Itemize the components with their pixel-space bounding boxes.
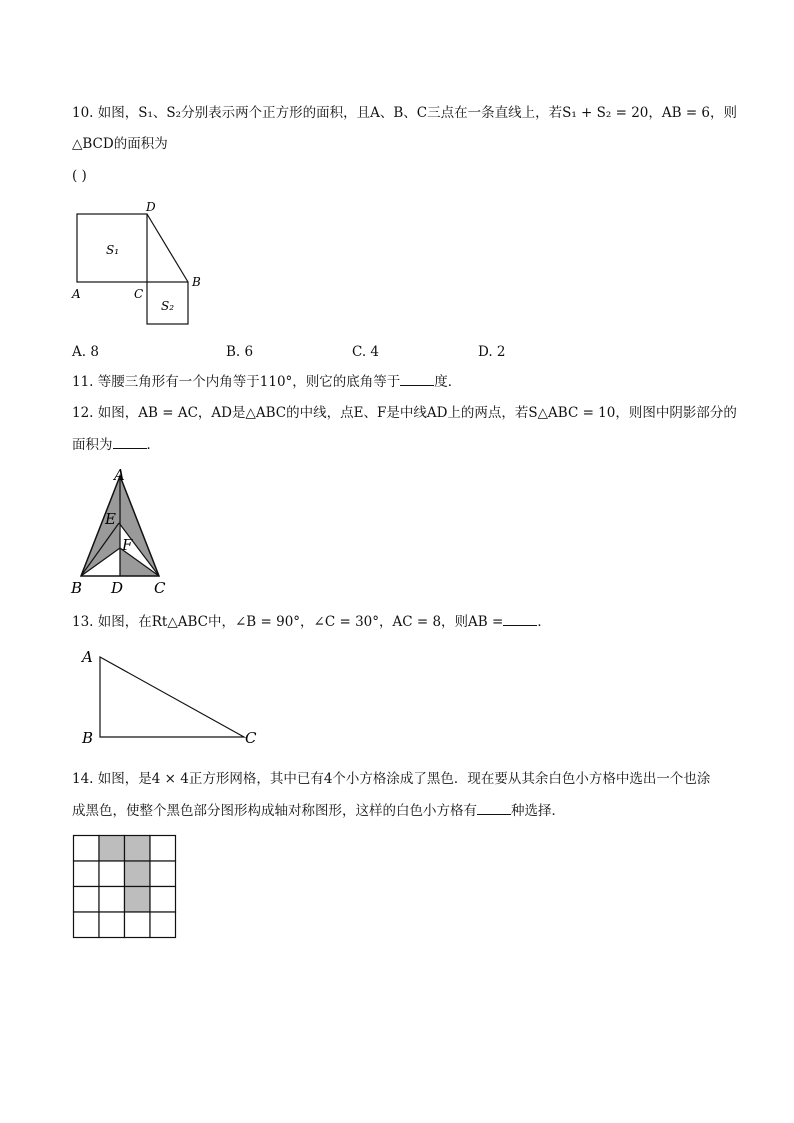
grid-cell-white — [150, 887, 176, 913]
q14-text: 成黑色，使整个黑色部分图形构成轴对称图形，这样的白色小方格有 — [72, 803, 477, 819]
segment-db — [147, 214, 188, 282]
q12-line2 — [72, 436, 160, 454]
grid-cell-white — [74, 836, 100, 862]
q12-figure — [70, 462, 180, 597]
grid-cell-white — [99, 912, 125, 938]
q13-text-end: ． — [537, 614, 551, 630]
q10-option-b[interactable]: B. 6 — [226, 344, 254, 360]
q11-text-end: 度． — [434, 374, 462, 390]
label-c: C — [245, 729, 257, 747]
q14-blank — [477, 802, 511, 815]
grid-cell-shaded — [125, 836, 151, 862]
grid-cell-white — [99, 861, 125, 887]
grid-cell-white — [74, 887, 100, 913]
label-f: F — [122, 536, 133, 554]
label-b: B — [71, 579, 83, 597]
label-b: B — [192, 275, 201, 289]
grid-cell-white — [99, 887, 125, 913]
q12-text: 面积为 — [72, 437, 113, 453]
q14-text-end: 种选择． — [511, 803, 565, 819]
q12-line1: 12. 如图，AB = AC，AD是△ABC的中线，点E、F是中线AD上的两点，若S△ABC = 10，则图中阴影部分的 — [72, 405, 737, 421]
label-e: E — [105, 510, 116, 528]
q13-text: 13. 如图，在Rt△ABC中，∠B = 90°，∠C = 30°，AC = 8，则AB = — [72, 614, 504, 630]
grid-cell-shaded — [125, 861, 151, 887]
label-b: B — [82, 729, 94, 747]
label-a: A — [72, 287, 81, 301]
q12-text-end: ． — [146, 437, 160, 453]
grid-cell-white — [150, 836, 176, 862]
grid-cell-white — [74, 861, 100, 887]
label-a: A — [114, 466, 125, 484]
q13-line — [72, 613, 551, 631]
label-s2: S₂ — [161, 299, 175, 313]
q11-text: 11. 等腰三角形有一个内角等于110°，则它的底角等于 — [72, 374, 401, 390]
label-c: C — [134, 287, 144, 301]
label-c: C — [154, 579, 166, 597]
q10-figure — [60, 196, 220, 331]
q10-paren: ( ) — [72, 168, 87, 184]
q10-option-d[interactable]: D. 2 — [478, 344, 506, 360]
label-d: D — [146, 200, 156, 214]
q14-line1: 14. 如图，是4 × 4正方形网格，其中已有4个小方格涂成了黑色．现在要从其余白色小方格中选出一个也涂 — [72, 771, 711, 787]
q11-line — [72, 373, 461, 391]
grid-cell-white — [125, 912, 151, 938]
q14-line2 — [72, 802, 565, 820]
label-a: A — [82, 648, 93, 666]
grid-cell-white — [150, 912, 176, 938]
q10-option-c[interactable]: C. 4 — [352, 344, 380, 360]
q10-option-a[interactable]: A. 8 — [72, 344, 99, 360]
label-s1: S₁ — [106, 243, 120, 257]
q13-blank — [503, 613, 537, 626]
label-d: D — [111, 579, 124, 597]
grid-cell-white — [74, 912, 100, 938]
q11-blank — [400, 373, 434, 386]
grid-cell-white — [150, 861, 176, 887]
grid-cell-shaded — [99, 836, 125, 862]
q10-line2: △BCD的面积为 — [72, 136, 168, 152]
grid-cell-shaded — [125, 887, 151, 913]
right-triangle-abc — [100, 657, 244, 737]
q13-figure — [78, 645, 268, 750]
q14-grid — [72, 834, 178, 940]
q12-blank — [113, 436, 147, 449]
q10-line1: 10. 如图，S₁、S₂分别表示两个正方形的面积，且A、B、C三点在一条直线上，若S₁ + S₂ = 20，AB = 6，则 — [72, 105, 738, 121]
